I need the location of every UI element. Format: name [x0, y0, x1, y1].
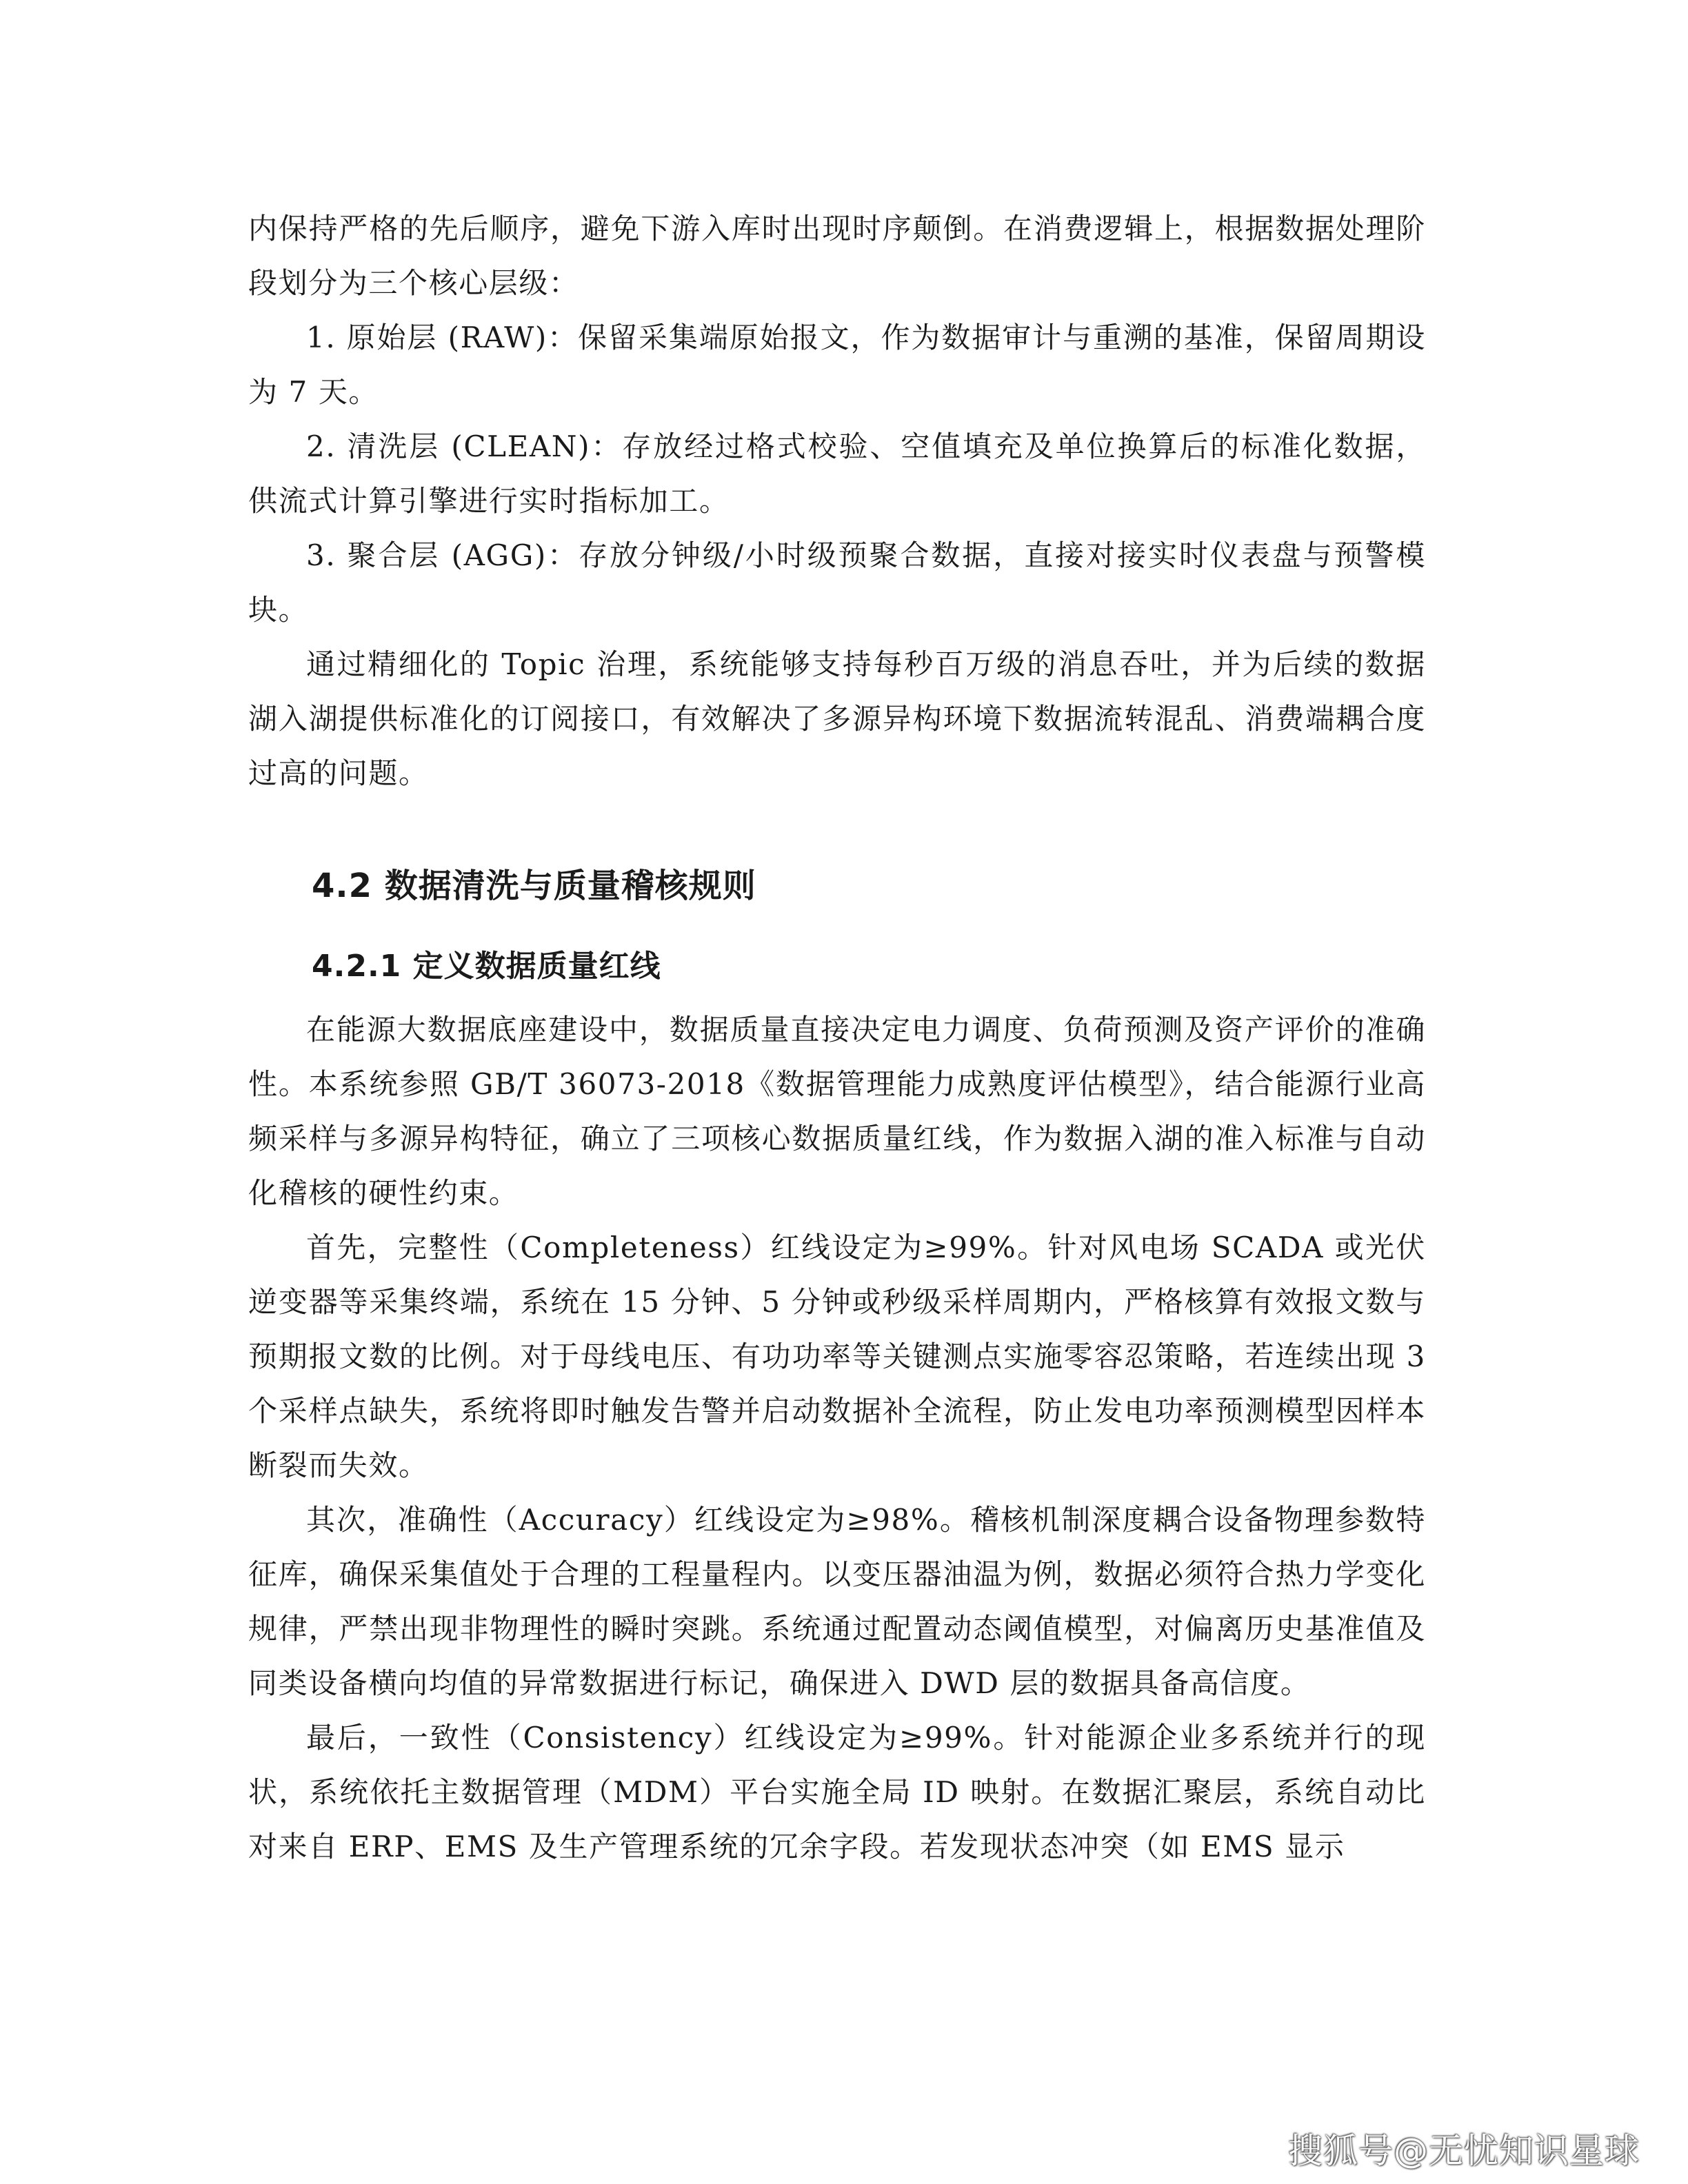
paragraph: 首先，完整性（Completeness）红线设定为≥99%。针对风电场 SCADA 或光伏逆变器等采集终端，系统在 15 分钟、5 分钟或秒级采样周期内，严格核算有效报文数与预期报文数的比例。对于母线电压、有功功率等关键测点实施零容忍策略，若连续出现 3 个采样点缺失，系统将即时触发告警并启动数据补全流程，防止发电功率预测模型因样本断裂而失效。 — [248, 1231, 1426, 1482]
paragraph: 最后，一致性（Consistency）红线设定为≥99%。针对能源企业多系统并行的现状，系统依托主数据管理（MDM）平台实施全局 ID 映射。在数据汇聚层，系统自动比对来自 ERP、EMS 及生产管理系统的冗余字段。若发现状态冲突（如 EMS 显示 — [248, 1721, 1426, 1863]
paragraph: 内保持严格的先后顺序，避免下游入库时出现时序颠倒。在消费逻辑上，根据数据处理阶段划分为三个核心层级： — [248, 212, 1426, 300]
list-item-agg: 3. 聚合层 (AGG)：存放分钟级/小时级预聚合数据，直接对接实时仪表盘与预警模块。 — [248, 538, 1426, 627]
paragraph: 在能源大数据底座建设中，数据质量直接决定电力调度、负荷预测及资产评价的准确性。本系统参照 GB/T 36073-2018《数据管理能力成熟度评估模型》，结合能源行业高频采样与多源异构特征，确立了三项核心数据质量红线，作为数据入湖的准入标准与自动化稽核的硬性约束。 — [248, 1013, 1426, 1210]
list-item-clean: 2. 清洗层 (CLEAN)：存放经过格式校验、空值填充及单位换算后的标准化数据，供流式计算引擎进行实时指标加工。 — [248, 429, 1426, 518]
section-heading: 4.2 数据清洗与质量稽核规则 — [312, 867, 756, 905]
list-item-raw: 1. 原始层 (RAW)：保留采集端原始报文，作为数据审计与重溯的基准，保留周期设为 7 天。 — [248, 321, 1426, 409]
subsection-heading: 4.2.1 定义数据质量红线 — [312, 949, 661, 984]
paragraph: 其次，准确性（Accuracy）红线设定为≥98%。稽核机制深度耦合设备物理参数特征库，确保采集值处于合理的工程量程内。以变压器油温为例，数据必须符合热力学变化规律，严禁出现非物理性的瞬时突跳。系统通过配置动态阈值模型，对偏离历史基准值及同类设备横向均值的异常数据进行标记，确保进入 DWD 层的数据具备高信度。 — [248, 1503, 1426, 1700]
paragraph: 通过精细化的 Topic 治理，系统能够支持每秒百万级的消息吞吐，并为后续的数据湖入湖提供标准化的订阅接口，有效解决了多源异构环境下数据流转混乱、消费端耦合度过高的问题。 — [248, 647, 1426, 790]
document-page — [248, 201, 1426, 1874]
watermark: 搜狐号@无忧知识星球 — [1288, 2131, 1640, 2171]
